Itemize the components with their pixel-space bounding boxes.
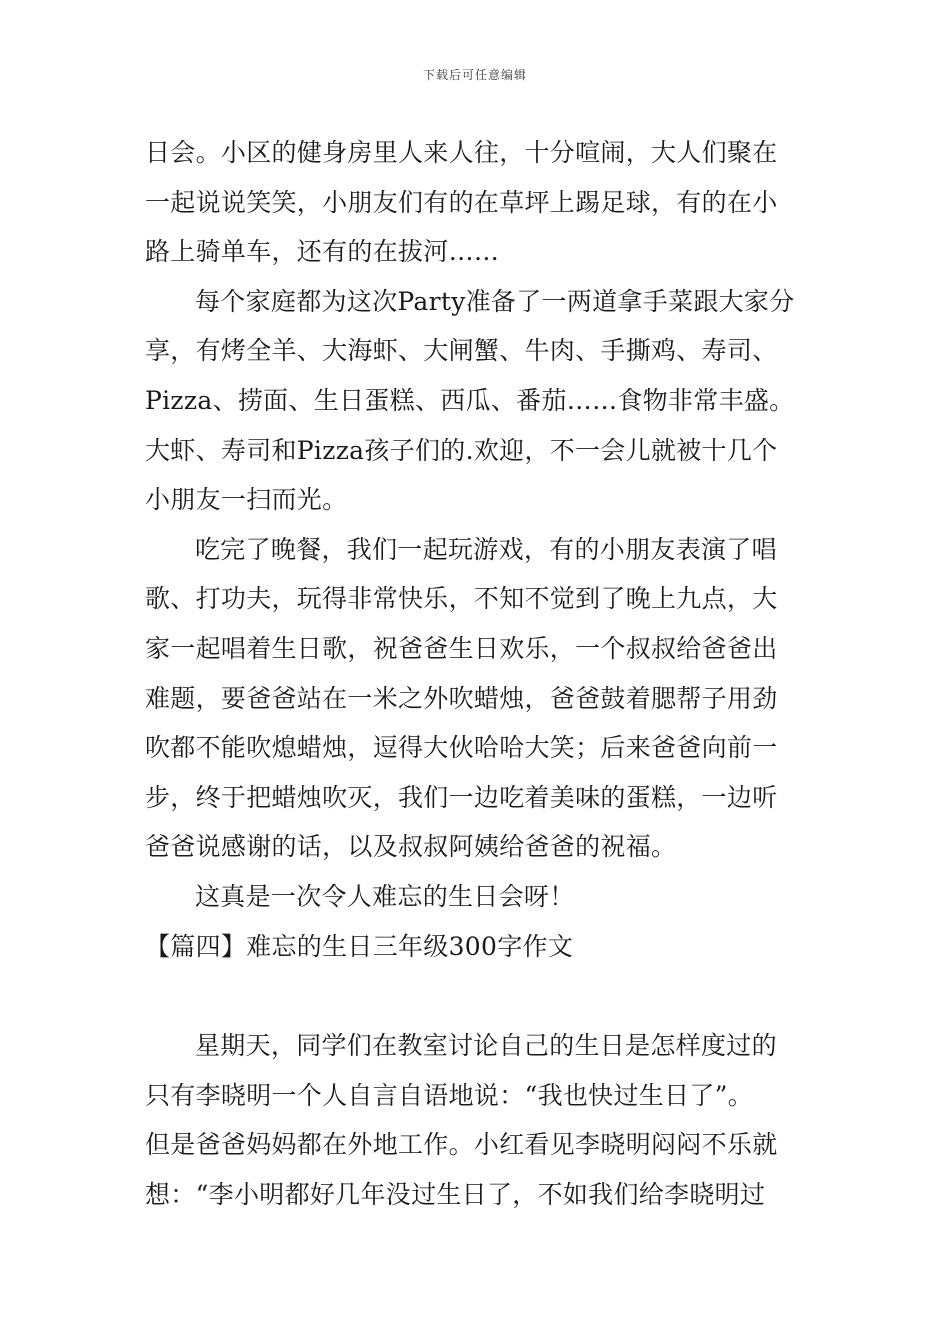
text-line: 小朋友一扫而光。 — [145, 485, 348, 515]
text-line: 只有李晓明一个人自言自语地说：“我也快过生日了”。 — [145, 1080, 754, 1110]
page-header-note: 下载后可任意编辑 — [422, 68, 527, 82]
text-line: 步，终于把蜡烛吹灭，我们一边吃着美味的蛋糕，一边听 — [145, 782, 778, 812]
paragraph-start-line: 这真是一次令人难忘的生日会呀！ — [195, 881, 575, 911]
text-line: 大虾、寿司和Pizza孩子们的.欢迎，不一会儿就被十几个 — [145, 435, 778, 465]
text-line: 一起说说笑笑，小朋友们有的在草坪上踢足球，有的在小 — [145, 187, 778, 217]
text-line: 想：“李小明都好几年没过生日了，不如我们给李晓明过 — [145, 1179, 766, 1209]
text-line: 家一起唱着生日歌，祝爸爸生日欢乐，一个叔叔给爸爸出 — [145, 633, 778, 663]
text-line: 爸爸说感谢的话，以及叔叔阿姨给爸爸的祝福。 — [145, 832, 677, 862]
section-heading: 【篇四】难忘的生日三年级300字作文 — [145, 931, 574, 961]
text-line: 享，有烤全羊、大海虾、大闸蟹、牛肉、手撕鸡、寿司、 — [145, 336, 778, 366]
text-line: 路上骑单车，还有的在拔河…… — [145, 237, 500, 267]
text-line: 但是爸爸妈妈都在外地工作。小红看见李晓明闷闷不乐就 — [145, 1130, 778, 1160]
text-line: Pizza、捞面、生日蛋糕、西瓜、番茄……食物非常丰盛。 — [145, 385, 795, 415]
paragraph-start-line: 吃完了晚餐，我们一起玩游戏，有的小朋友表演了唱 — [195, 534, 777, 564]
paragraph-start-line: 每个家庭都为这次Party准备了一两道拿手菜跟大家分 — [195, 286, 795, 316]
text-line: 歌、打功夫，玩得非常快乐，不知不觉到了晚上九点，大 — [145, 584, 778, 614]
text-line: 日会。小区的健身房里人来人往，十分喧闹，大人们聚在 — [145, 138, 778, 167]
text-line: 吹都不能吹熄蜡烛，逗得大伙哈哈大笑；后来爸爸向前一 — [145, 733, 778, 763]
blank-line — [145, 971, 815, 1021]
paragraph-start-line: 星期天，同学们在教室讨论自己的生日是怎样度过的 — [195, 1031, 777, 1061]
text-line: 难题，要爸爸站在一米之外吹蜡烛，爸爸鼓着腮帮子用劲 — [145, 683, 778, 713]
document-body — [145, 128, 815, 1219]
